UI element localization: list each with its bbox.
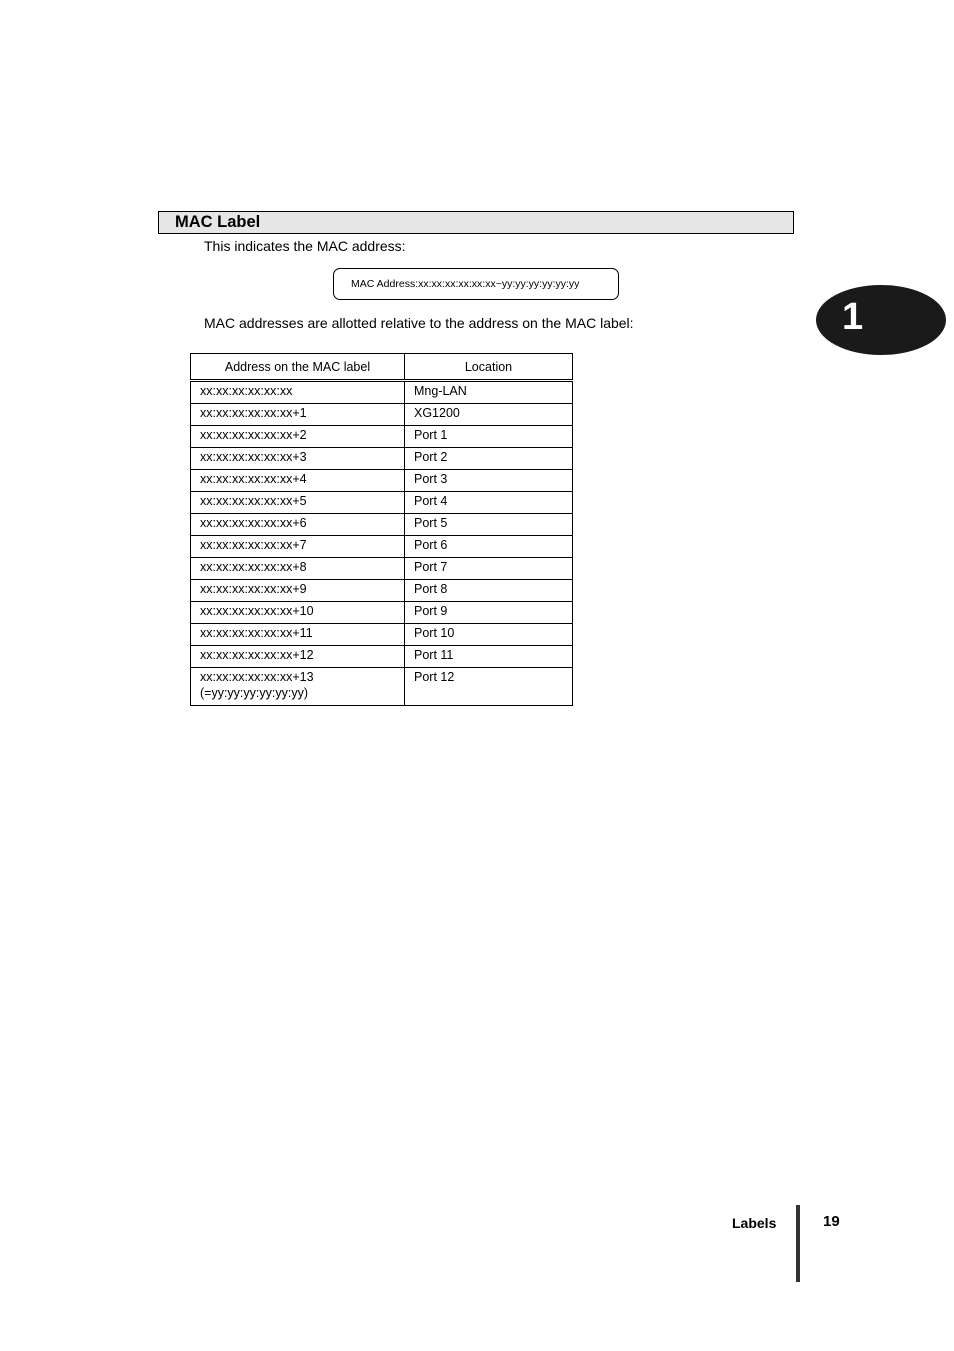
- location-cell: XG1200: [405, 404, 573, 426]
- footer-section-label: Labels: [732, 1215, 777, 1231]
- address-cell: xx:xx:xx:xx:xx:xx+1: [191, 404, 405, 426]
- table-row: [191, 492, 573, 514]
- table-row: [191, 668, 573, 706]
- mac-label-text: MAC Address:xx:xx:xx:xx:xx:xx~yy:yy:yy:yy:yy:yy: [351, 278, 580, 290]
- location-cell: Port 5: [405, 514, 573, 536]
- section-title: MAC Label: [175, 213, 261, 231]
- location-cell: Port 3: [405, 470, 573, 492]
- address-cell: [191, 668, 405, 706]
- table-row: [191, 426, 573, 448]
- table-row: [191, 536, 573, 558]
- address-cell: xx:xx:xx:xx:xx:xx+8: [191, 558, 405, 580]
- allocation-text: MAC addresses are allotted relative to the address on the MAC label:: [204, 315, 634, 331]
- table-row: [191, 514, 573, 536]
- address-value: xx:xx:xx:xx:xx:xx+13: [200, 670, 314, 684]
- table-header-row: [191, 354, 573, 381]
- table-row: [191, 558, 573, 580]
- address-cell: xx:xx:xx:xx:xx:xx+7: [191, 536, 405, 558]
- table-row: [191, 404, 573, 426]
- address-cell: xx:xx:xx:xx:xx:xx+9: [191, 580, 405, 602]
- table-row: [191, 381, 573, 404]
- address-cell: xx:xx:xx:xx:xx:xx+11: [191, 624, 405, 646]
- table-row: [191, 646, 573, 668]
- footer-divider: [796, 1205, 800, 1282]
- mac-address-table: [190, 353, 573, 706]
- mac-label-illustration: [333, 268, 619, 300]
- address-cell: xx:xx:xx:xx:xx:xx: [191, 381, 405, 404]
- address-cell: xx:xx:xx:xx:xx:xx+4: [191, 470, 405, 492]
- address-cell: xx:xx:xx:xx:xx:xx+10: [191, 602, 405, 624]
- column-header-location: Location: [405, 354, 573, 381]
- location-cell: Port 2: [405, 448, 573, 470]
- location-cell: Port 4: [405, 492, 573, 514]
- location-cell: Port 9: [405, 602, 573, 624]
- column-header-address: Address on the MAC label: [191, 354, 405, 381]
- intro-text: This indicates the MAC address:: [204, 238, 406, 254]
- section-heading: [158, 211, 794, 234]
- address-cell: xx:xx:xx:xx:xx:xx+12: [191, 646, 405, 668]
- location-cell: Port 11: [405, 646, 573, 668]
- chapter-tab: [816, 285, 946, 355]
- table-row: [191, 580, 573, 602]
- location-cell: Port 10: [405, 624, 573, 646]
- address-cell: xx:xx:xx:xx:xx:xx+2: [191, 426, 405, 448]
- address-cell: xx:xx:xx:xx:xx:xx+5: [191, 492, 405, 514]
- location-cell: Port 12: [405, 668, 573, 706]
- location-cell: Port 6: [405, 536, 573, 558]
- address-cell: xx:xx:xx:xx:xx:xx+3: [191, 448, 405, 470]
- chapter-number: 1: [842, 296, 864, 338]
- table-row: [191, 448, 573, 470]
- table-row: [191, 602, 573, 624]
- location-cell: Mng-LAN: [405, 381, 573, 404]
- table-row: [191, 624, 573, 646]
- page-number: 19: [823, 1213, 840, 1230]
- location-cell: Port 8: [405, 580, 573, 602]
- address-cell: xx:xx:xx:xx:xx:xx+6: [191, 514, 405, 536]
- location-cell: Port 7: [405, 558, 573, 580]
- address-note: (=yy:yy:yy:yy:yy:yy): [200, 686, 308, 700]
- table-row: [191, 470, 573, 492]
- location-cell: Port 1: [405, 426, 573, 448]
